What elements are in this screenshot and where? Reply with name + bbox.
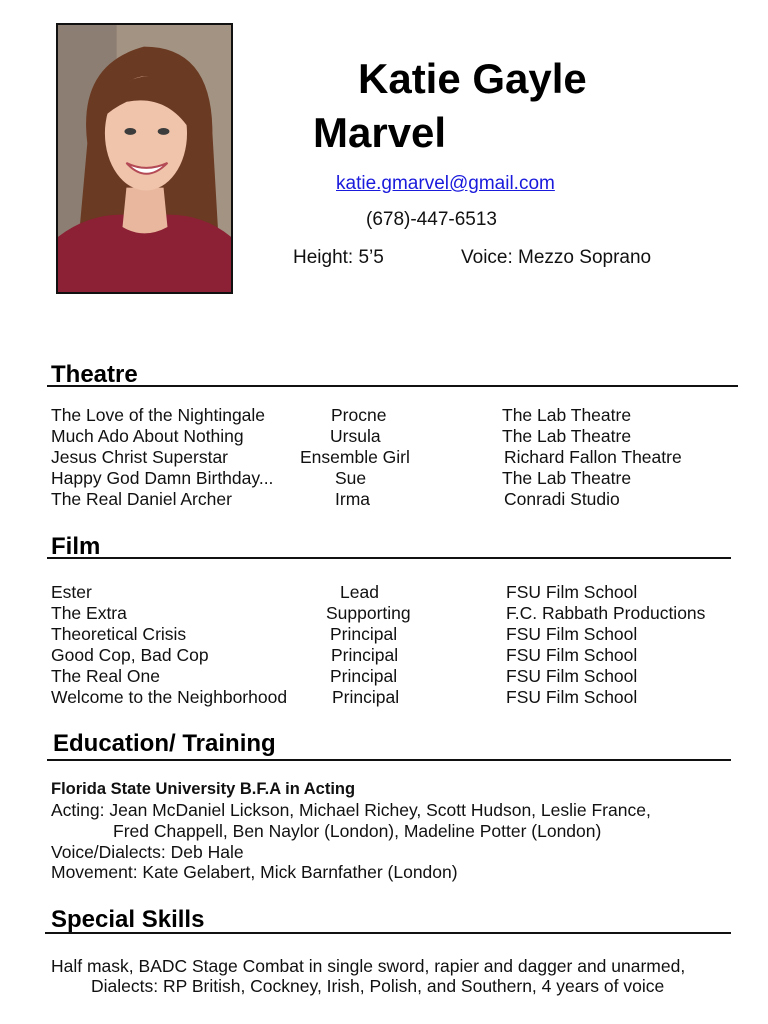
film-section-title: Film [51, 533, 101, 560]
credit-show: Happy God Damn Birthday... [51, 468, 274, 488]
credit-role: Sue [335, 468, 367, 488]
credit-role: Ursula [330, 426, 381, 446]
skills-line-2: Dialects: RP British, Cockney, Irish, Polish, and Southern, 4 years of voice [91, 976, 665, 996]
credit-role: Lead [340, 582, 379, 602]
credit-show: Good Cop, Bad Cop [51, 645, 209, 665]
name-line-1: Katie Gayle [358, 55, 587, 102]
phone-number: (678)-447-6513 [366, 209, 497, 230]
headshot-image [58, 25, 231, 292]
credit-show: The Love of the Nightingale [51, 405, 266, 425]
voice-type-info: Voice: Mezzo Soprano [461, 247, 652, 268]
theatre-row [51, 405, 751, 426]
theatre-row [51, 489, 751, 510]
theatre-row [51, 468, 751, 489]
credit-venue: F.C. Rabbath Productions [506, 603, 706, 623]
email-link[interactable]: katie.gmarvel@gmail.com [336, 173, 555, 194]
film-row [51, 624, 751, 645]
credit-venue: FSU Film School [506, 582, 638, 602]
credit-role: Principal [332, 687, 400, 707]
credit-show: Theoretical Crisis [51, 624, 187, 644]
credit-role: Irma [335, 489, 370, 509]
education-section-title: Education/ Training [53, 730, 276, 757]
credit-role: Principal [330, 624, 398, 644]
theatre-section-title: Theatre [51, 361, 138, 388]
credit-show: Much Ado About Nothing [51, 426, 244, 446]
height-info: Height: 5’5 [293, 247, 384, 268]
theatre-divider [47, 385, 738, 387]
film-row [51, 582, 751, 603]
name-line-2: Marvel [313, 109, 447, 156]
education-acting-line-2: Fred Chappell, Ben Naylor (London), Madeline Potter (London) [113, 821, 602, 841]
credit-show: Ester [51, 582, 92, 602]
credit-show: The Real One [51, 666, 160, 686]
film-row [51, 687, 751, 708]
credit-venue: The Lab Theatre [502, 468, 632, 488]
film-row [51, 666, 751, 687]
theatre-row [51, 447, 751, 468]
education-voice: Voice/Dialects: Deb Hale [51, 842, 244, 862]
skills-divider [45, 932, 731, 934]
education-movement: Movement: Kate Gelabert, Mick Barnfather (London) [51, 862, 458, 882]
credit-show: Jesus Christ Superstar [51, 447, 229, 467]
headshot-photo [56, 23, 233, 294]
credit-show: The Real Daniel Archer [51, 489, 232, 509]
credit-show: The Extra [51, 603, 127, 623]
credit-role: Supporting [326, 603, 411, 623]
credit-venue: Richard Fallon Theatre [504, 447, 682, 467]
credit-show: Welcome to the Neighborhood [51, 687, 288, 707]
education-divider [47, 759, 731, 761]
credit-role: Procne [331, 405, 387, 425]
credit-role: Ensemble Girl [300, 447, 410, 467]
credit-venue: FSU Film School [506, 666, 638, 686]
film-divider [47, 557, 731, 559]
credit-venue: FSU Film School [506, 645, 638, 665]
credit-role: Principal [330, 666, 398, 686]
credit-venue: FSU Film School [506, 687, 638, 707]
credit-venue: The Lab Theatre [502, 426, 632, 446]
credit-venue: The Lab Theatre [502, 405, 632, 425]
skills-line-1: Half mask, BADC Stage Combat in single sword, rapier and dagger and unarmed, [51, 956, 686, 976]
education-school: Florida State University B.F.A in Acting [51, 780, 356, 798]
credit-venue: FSU Film School [506, 624, 638, 644]
skills-section-title: Special Skills [51, 906, 205, 933]
education-acting-line-1: Acting: Jean McDaniel Lickson, Michael Richey, Scott Hudson, Leslie France, [51, 800, 651, 820]
credit-venue: Conradi Studio [504, 489, 620, 509]
theatre-row [51, 426, 751, 447]
credit-role: Principal [331, 645, 399, 665]
film-row [51, 603, 751, 624]
film-row [51, 645, 751, 666]
